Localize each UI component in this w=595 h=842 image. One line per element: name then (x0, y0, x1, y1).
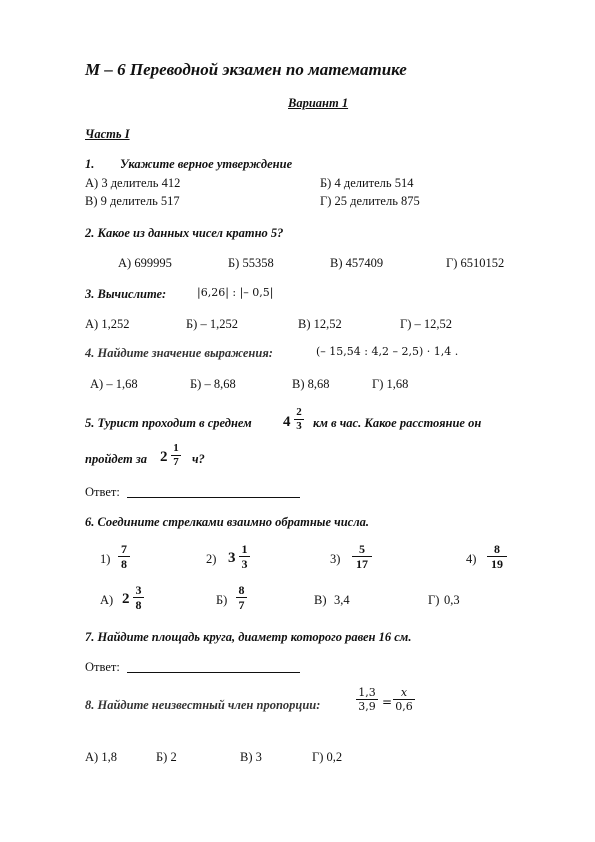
q6-bottom-value-d: 0,3 (444, 593, 460, 607)
q1-option-b: Б) 4 делитель 514 (320, 176, 414, 190)
q6-top-label-2: 2) (206, 552, 217, 566)
q6-bottom-label-a: А) (100, 593, 114, 607)
q1-option-c: В) 9 делитель 517 (85, 194, 180, 208)
q5-answer-label: Ответ: (85, 485, 120, 499)
q8-left-fraction (356, 687, 378, 712)
q5-speed-fraction (294, 407, 304, 432)
q5-speed-whole: 4 (283, 414, 291, 430)
q3-option-a: А) 1,252 (85, 317, 130, 331)
q8-option-d: Г) 0,2 (312, 750, 343, 764)
q6-bottom-whole-a: 2 (122, 591, 130, 607)
q6-bottom-value-c: 3,4 (334, 593, 350, 607)
part-heading: Часть I (85, 127, 130, 141)
q6-bottom-num-b: 8 (238, 583, 245, 597)
q5-time-num: 1 (173, 442, 179, 454)
q6-bottom-num-a: 3 (135, 583, 142, 597)
q6-bottom-den-b: 7 (238, 598, 245, 612)
q5-text-2: км в час. Какое расстояние он (313, 416, 482, 430)
q7-answer-label: Ответ: (85, 660, 120, 674)
q8-option-c: В) 3 (240, 750, 262, 764)
q8-left-den: 3,9 (358, 700, 376, 713)
q1-option-d: Г) 25 делитель 875 (320, 194, 420, 208)
q6-top-num-4: 8 (494, 542, 500, 556)
variant-heading: Вариант 1 (288, 96, 349, 110)
q7-text: 7. Найдите площадь круга, диаметр которого равен 16 см. (85, 630, 412, 644)
q6-top-num-3: 5 (359, 542, 365, 556)
q6-bottom-label-c: В) (314, 593, 327, 607)
q6-top-den-4: 19 (491, 557, 503, 571)
q8-right-num: x (400, 686, 408, 699)
q1-text: Укажите верное утверждение (120, 157, 293, 171)
q3-option-d: Г) – 12,52 (400, 317, 453, 331)
q3-option-c: В) 12,52 (298, 317, 342, 331)
q6-bottom-fraction-b (236, 584, 247, 611)
q6-top-den-2: 3 (241, 557, 248, 571)
q5-text-3: пройдет за (85, 452, 147, 466)
q6-top-num-1: 7 (121, 542, 127, 556)
q6-top-label-1: 1) (100, 552, 111, 566)
q2-option-c: В) 457409 (330, 256, 384, 270)
q6-text: 6. Соедините стрелками взаимно обратные числа. (85, 515, 369, 529)
q5-speed-num: 2 (296, 406, 302, 418)
q6-top-label-4: 4) (466, 552, 477, 566)
q6-top-den-3: 17 (356, 557, 368, 571)
q1-number: 1. (85, 157, 95, 171)
q2-text: 2. Какое из данных чисел кратно 5? (85, 226, 284, 240)
q2-option-d: Г) 6510152 (446, 256, 505, 270)
q4-option-c: В) 8,68 (292, 377, 330, 391)
q6-top-label-3: 3) (330, 552, 341, 566)
q8-text: 8. Найдите неизвестный член пропорции: (85, 698, 321, 712)
q6-top-whole-2: 3 (228, 550, 236, 566)
q5-answer-line[interactable] (127, 497, 300, 498)
q5-text-4: ч? (192, 452, 205, 466)
q6-bottom-label-b: Б) (216, 593, 228, 607)
q1-option-a: А) 3 делитель 412 (85, 176, 181, 190)
q8-right-den: 0,6 (395, 700, 413, 713)
q4-expression: (– 15,54 : 4,2 – 2,5) · 1,4 . (316, 345, 459, 358)
q8-equals: = (382, 695, 393, 709)
q4-text: 4. Найдите значение выражения: (85, 346, 273, 360)
q5-time-fraction (171, 443, 181, 468)
page-title: М – 6 Переводной экзамен по математике (85, 60, 407, 79)
q3-expression: |6,26| : |– 0,5| (197, 286, 274, 299)
q8-option-b: Б) 2 (156, 750, 177, 764)
q6-bottom-fraction-a (133, 584, 144, 611)
q5-text-1: 5. Турист проходит в среднем (85, 416, 252, 430)
q3-option-b: Б) – 1,252 (186, 317, 238, 331)
q6-top-fraction-3 (352, 543, 372, 570)
q8-left-num: 1,3 (358, 686, 376, 699)
q6-top-num-2: 1 (241, 542, 248, 556)
q6-top-den-1: 8 (121, 557, 127, 571)
q6-top-fraction-4 (487, 543, 507, 570)
q2-option-b: Б) 55358 (228, 256, 274, 270)
q6-bottom-label-d: Г) (428, 593, 440, 607)
q5-speed-den: 3 (296, 420, 302, 432)
q5-time-den: 7 (173, 456, 179, 468)
q6-top-fraction-1 (118, 543, 130, 570)
q4-option-a: А) – 1,68 (90, 377, 138, 391)
q2-option-a: А) 699995 (118, 256, 172, 270)
q6-top-fraction-2 (239, 543, 250, 570)
q4-option-b: Б) – 8,68 (190, 377, 236, 391)
q5-time-whole: 2 (160, 449, 168, 465)
q7-answer-line[interactable] (127, 672, 300, 673)
q6-bottom-den-a: 8 (135, 598, 142, 612)
q8-option-a: А) 1,8 (85, 750, 117, 764)
q4-option-d: Г) 1,68 (372, 377, 409, 391)
q8-right-fraction (393, 687, 415, 712)
q3-text: 3. Вычислите: (85, 287, 167, 301)
